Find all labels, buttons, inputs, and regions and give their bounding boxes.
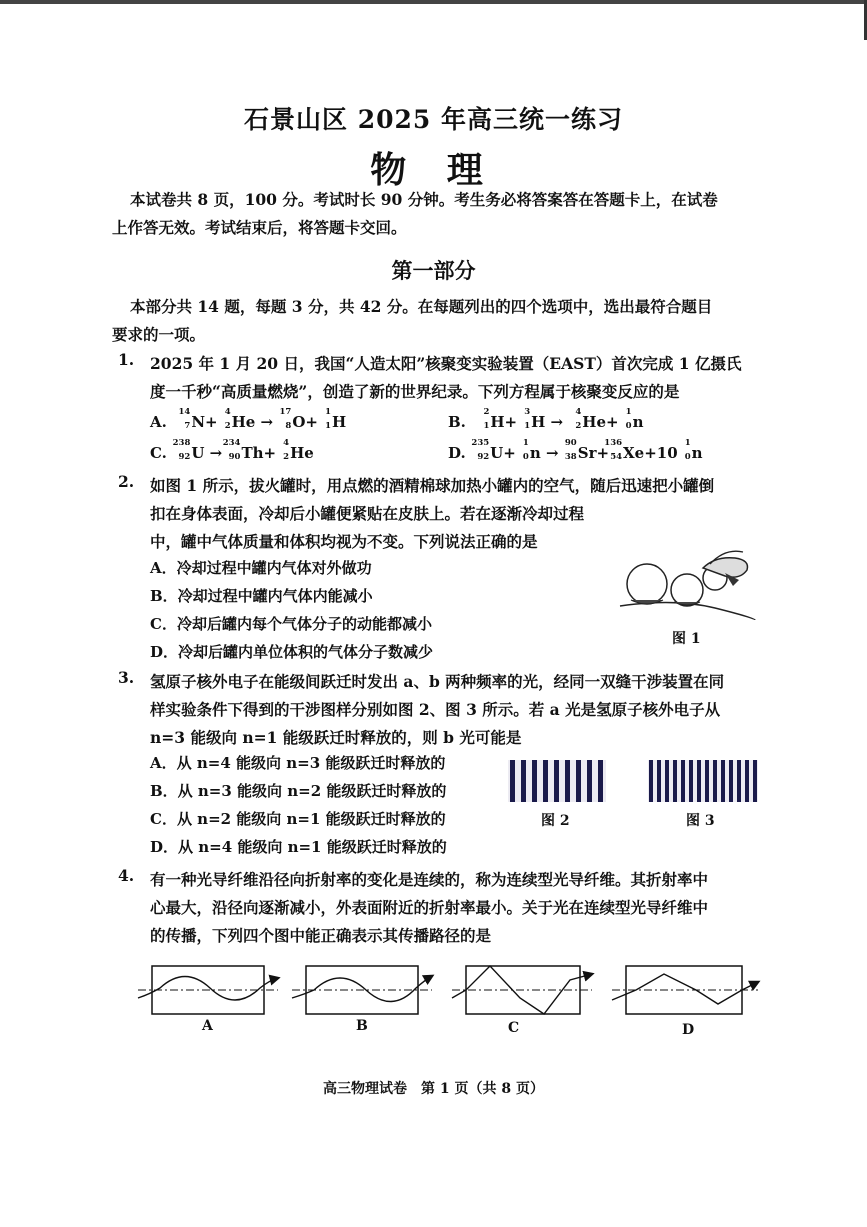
- q4-number: 4.: [118, 866, 135, 885]
- q1-option-c-label: C.: [150, 444, 167, 462]
- q2-option-d: D．冷却后罐内单位体积的气体分子数减少: [150, 643, 434, 661]
- q3-option-c: C．从 n=2 能级向 n=1 能级跃迁时释放的: [150, 810, 446, 828]
- fiber-figure-d: [612, 966, 758, 1014]
- q1-option-a-label: A.: [150, 413, 167, 431]
- figure-3-caption: 图 3: [686, 813, 715, 829]
- subject-title: 物 理: [370, 149, 497, 191]
- q2-line-2: 扣在身体表面，冷却后小罐便紧贴在皮肤上。若在逐渐冷却过程: [150, 504, 585, 523]
- q1-number: 1.: [118, 350, 135, 369]
- q2-option-b: B．冷却过程中罐内气体内能减小: [150, 587, 373, 605]
- q1-line-2: 度一千秒“高质量燃烧”，创造了新的世界纪录。下列方程属于核聚变反应的是: [150, 382, 680, 401]
- intro-line-1: 本试卷共 8 页，100 分。考试时长 90 分钟。考生务必将答案答在答题卡上，在试卷: [130, 190, 718, 209]
- fiber-figure-c: [452, 966, 592, 1014]
- scan-edge-top: [0, 0, 867, 4]
- q3-line-3: n=3 能级向 n=1 能级跃迁时释放的，则 b 光可能是: [150, 728, 522, 747]
- fiber-label-b: B: [356, 1018, 368, 1034]
- section-heading: 第一部分: [391, 258, 476, 283]
- q1-option-b: B. 2 1 H+ 3 1 H → 4 2 He+ 1 0 n: [448, 407, 644, 431]
- q2-line-3: 中，罐中气体质量和体积均视为不变。下列说法正确的是: [150, 532, 538, 551]
- q4-line-1: 有一种光导纤维沿径向折射率的变化是连续的，称为连续型光导纤维。其折射率中: [150, 870, 709, 889]
- figure-1-caption: 图 1: [672, 631, 701, 647]
- q3-option-d: D．从 n=4 能级向 n=1 能级跃迁时释放的: [150, 838, 447, 856]
- interference-pattern-fig2: [508, 760, 606, 802]
- q2-line-1: 如图 1 所示，拔火罐时，用点燃的酒精棉球加热小罐内的空气，随后迅速把小罐倒: [150, 476, 715, 495]
- q4-line-3: 的传播，下列四个图中能正确表示其传播路径的是: [150, 926, 492, 945]
- fiber-label-d: D: [682, 1022, 695, 1038]
- q2-option-c: C．冷却后罐内每个气体分子的动能都减小: [150, 615, 432, 633]
- q1-option-b-label: B.: [448, 413, 466, 431]
- q1-option-d: D. 235 92 U+ 1 0 n → 90 38 Sr+ 136 54 Xe+10 1 0 n: [448, 438, 703, 462]
- cupping-figure: [615, 528, 765, 628]
- q1-option-c: C. 238 92 U → 234 90 Th+ 4 2 He: [150, 438, 314, 462]
- q3-number: 3.: [118, 668, 135, 687]
- q2-option-a: A．冷却过程中罐内气体对外做功: [150, 559, 372, 577]
- page-footer: 高三物理试卷 第 1 页（共 8 页）: [323, 1081, 544, 1097]
- q1-option-a: A. 14 7 N+ 4 2 He → 17 8 O+ 1 1 H: [150, 407, 347, 431]
- q2-number: 2.: [118, 472, 135, 491]
- fiber-label-a: A: [202, 1018, 213, 1034]
- figure-2-caption: 图 2: [541, 813, 570, 829]
- q4-line-2: 心最大，沿径向逐渐减小，外表面附近的折射率最小。关于光在连续型光导纤维中: [150, 898, 709, 917]
- exam-title: 石景山区 2025 年高三统一练习: [244, 105, 623, 134]
- fiber-figure-a: [138, 966, 278, 1014]
- interference-pattern-fig3: [648, 760, 758, 802]
- optical-fiber-figures: [130, 960, 765, 1020]
- q3-line-1: 氢原子核外电子在能级间跃迁时发出 a、b 两种频率的光，经同一双缝干涉装置在同: [150, 672, 725, 691]
- fiber-label-c: C: [508, 1020, 520, 1036]
- section-intro-line-1: 本部分共 14 题，每题 3 分，共 42 分。在每题列出的四个选项中，选出最符合题目: [130, 297, 713, 316]
- q3-line-2: 样实验条件下得到的干涉图样分别如图 2、图 3 所示。若 a 光是氢原子核外电子从: [150, 700, 721, 719]
- q3-option-a: A．从 n=4 能级向 n=3 能级跃迁时释放的: [150, 754, 446, 772]
- q1-option-d-label: D.: [448, 444, 466, 462]
- q3-option-b: B．从 n=3 能级向 n=2 能级跃迁时释放的: [150, 782, 447, 800]
- intro-line-2: 上作答无效。考试结束后，将答题卡交回。: [112, 218, 407, 237]
- section-intro-line-2: 要求的一项。: [112, 325, 206, 344]
- q1-line-1: 2025 年 1 月 20 日，我国“人造太阳”核聚变实验装置（EAST）首次完成 1 亿摄氏: [150, 354, 742, 373]
- fiber-figure-b: [292, 966, 432, 1014]
